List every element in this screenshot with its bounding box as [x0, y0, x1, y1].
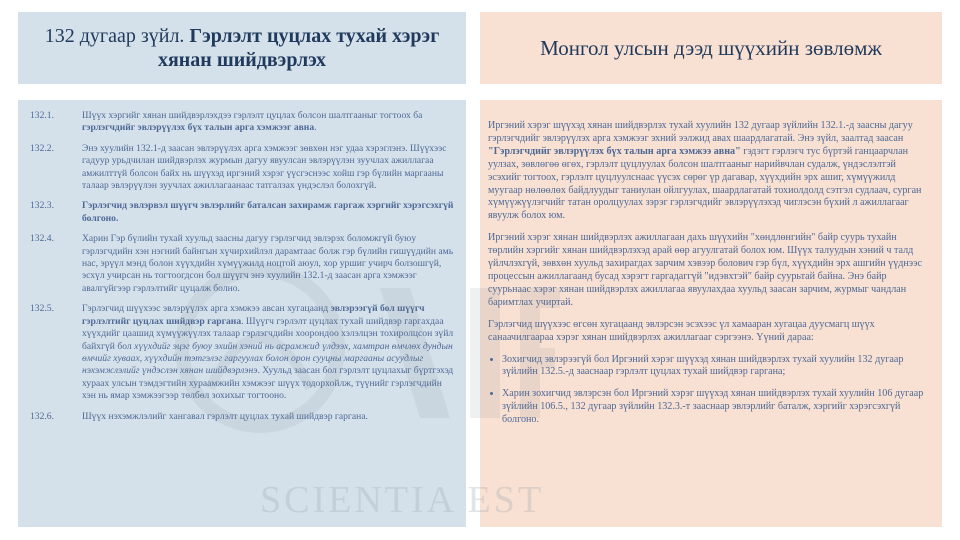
clause-number: 132.4. [30, 233, 54, 245]
supreme-court-guidance-title: Монгол улсын дээд шүүхийн зөвлөмж [540, 35, 882, 60]
clause-text: Шүүх хэргийг хянан шийдвэрлэхдээ гэрлэлт цуцлах болсон шалтгааныг тогтоох ба гэрлэгчдийг эвлэрүүлэх бүх талын арга хэмжээг авна. [82, 110, 423, 134]
clause-text: Харин Гэр бүлийн тухай хуульд заасны дагуу гэрлэгчид эвлэрэх боломжгүй буюу гэрлэгчдийн хэн нэгний байнгын хүчирхийлэл дарамтаас болж гэр бүлийн гишүүдийн амь нас, эрүүл мэнд болон хүүхдийн хүмүүжилд ноцтой аюул, хор уршиг учирч болзошгүй, эсхүл учирсан нь тогтоогдсон бол шүүгч энэ хуулийн 132.1-д заасан арга хэмжээг авалгүйгээр гэрлэлтийг цуцалж болно. [82, 233, 454, 294]
article-number-title: 132 дугаар зүйл. [44, 25, 190, 47]
article-subject-title: Гэрлэлт цуцлах тухай хэрэг хянан шийдвэрлэх [157, 25, 440, 71]
article-row [30, 411, 458, 423]
clause-text: Гэрлэгчид эвлэрвэл шүүгч эвлэрлийг баталсан захирамж гаргаж хэргийг хэрэгсэхгүй болгоно. [82, 200, 454, 224]
clause-number: 132.3. [30, 200, 54, 212]
law-article-panel [18, 100, 466, 527]
clause-number: 132.1. [30, 110, 54, 121]
clause-number: 132.2. [30, 142, 54, 154]
watermark-text: SCIENTIA EST [260, 479, 545, 521]
right-header-title [480, 12, 942, 84]
left-header-title [18, 12, 466, 84]
article-row [30, 200, 458, 225]
article-row [30, 143, 458, 193]
clause-text: Энэ хуулийн 132.1-д заасан эвлэрүүлэх арга хэмжээг зөвхөн нэг удаа хэрэглэнэ. Шүүхээс гадуур урьдчилан шийдвэрлэх журмын дагуу явуулсан эвлэрүүлэн зуучлах ажиллагаа амжилттүй болсон байх нь шүүхэд иргэний хэрэг үүсгэснээс хойш гэр бүлийн маргааны талаар эвлэрүүлэн зуучлах ажиллагаанаас татгалзах үндэслэл болохгүй. [82, 142, 447, 192]
clause-text: Шүүх нэхэмжлэлийг хангавал гэрлэлт цуцлах тухай шийдвэр гаргана. [82, 410, 368, 422]
clause-number: 132.6. [30, 410, 54, 422]
court-guidance-panel [480, 100, 942, 527]
article-row [30, 233, 458, 295]
guidance-paragraph: Гэрлэгчид шүүхээс өгсөн хугацаанд эвлэрсэн эсэхээс үл хамааран хугацаа дуусмагц шүүх санаачилгаараа хэрэг хянан шийдвэрлэх ажиллагааг сэргээнэ. Үүний дараа: [488, 318, 875, 343]
article-row [30, 110, 458, 135]
clause-number: 132.5. [30, 303, 54, 315]
list-item: • Харин зохигчид эвлэрсэн бол Иргэний хэрэг шүүхэд хянан шийдвэрлэх тухай хуулийн 106 дугаар зүйлийн 106.5., 132 дугаар зүйлийн 132.3.-т зааснаар эвлэрлийг баталж, хэргийг хэрэгсэхгүй болгоно. [502, 388, 928, 427]
guidance-paragraph: Иргэний хэрэг шүүхэд хянан шийдвэрлэх тухай хуулийн 132 дугаар зүйлийн 132.1.-д заасны дагуу гэрлэгчдийг эвлэрүүлэх арга хэмжээг эхний ээлжид авах шаардлагатай. Энэ зүйл, заалтад заасан "Гэрлэгчдийг эвлэрүүлэх бүх талын арга хэмжээ авна" гэдэгт гэрлэгч тус бүртэй ганцаарчлан уулзах, зөвлөгөө өгөх, гэрлэлт цуцлуулах болсон шалтгааныг нарийвчлан судалж, үндэслэлтэй эсэхийг тогтоох, гэрлэлт цуцлуулснаас үүсэх сөрөг үр дагавар, хүүхдийн эрх ашиг, хүмүүжилд муугаар нөлөөлөх байдлуудыг таниулан ойлгуулах, шаардлагатай тохиолдолд сэтгэл судлаач, сурган хүмүүжүүлэгчийг татан оролцуулах зэрэг гэрлэгчдийг эвлэрүүлэхэд чиглэсэн бүхий л ажиллагааг явуулж болох юм. [488, 120, 922, 222]
list-item: • Зохигчид эвлэрээгүй бол Иргэний хэрэг шүүхэд хянан шийдвэрлэх тухай хуулийн 132 дугаар зүйлийн 132.5.-д зааснаар гэрлэлт цуцлах тухай шийдвэр гаргана; [502, 354, 928, 380]
clause-text: Гэрлэгчид шүүхээс эвлэрүүлэх арга хэмжээ авсан хугацаанд эвлэрээгүй бол шүүгч гэрлэлтийг цуцлах шийдвэр гаргана. Шүүгч гэрлэлт цуцлах тухай шийдвэр гаргахдаа хүүхдийг цаашид хүмүүжүүлэх талаар гэрлэгчдийн хоорондоо хэлэлцэн тохиролцсон зүйл байхгүй бол хүүхдийг эцэг буюу эхийн хэний нь асрамжид үлдээх, хамтран өмчлөх дундын өмчийг хуваах, хүүхдийн тэтгэлэг гаргуулах болон орон сууцны маргааны асуудлыг нэхэмжлэлийг үндэслэн хянан шийдвэрлэнэ. Хуульд заасан бол гэрлэлт цуцлахыг бүртгэхэд хураах улсын тэмдэгтийн хураамжийн хэмжээг шүүх тодорхойлж, түүнийг гэрлэгчдийн хэн нь ямар хэмжээгээр төлбөл зохихыг тогтооно. [82, 303, 454, 402]
guidance-bullet-list [488, 354, 928, 428]
article-row [30, 303, 458, 402]
guidance-paragraph: Иргэний хэрэг хянан шийдвэрлэх ажиллагаан дахь шүүхийн "хөндлөнгийн" байр суурь тухайн төрлийн хэргийг хянан шийдвэрлэхэд арай өөр агуулгатай болох юм. Шүүх талуудын хэний ч талд үйлчлэхгүй, зөвхөн хуульд захирагдах зарчим хэвээр болович гэр бүл, хүүхдийн эрх ашгийн үүднээс процессын ажиллагаанд бусад хэрэгт гаргадаггүй "идэвхтэй" байр суурьтай байна. Энэ байр суурьнаас хэрэг хянан шийдвэрлэх ажиллагаа явуулахдаа хуульд заасан зарчим, журмыг чандлан баримтлах учиртай. [488, 232, 922, 308]
